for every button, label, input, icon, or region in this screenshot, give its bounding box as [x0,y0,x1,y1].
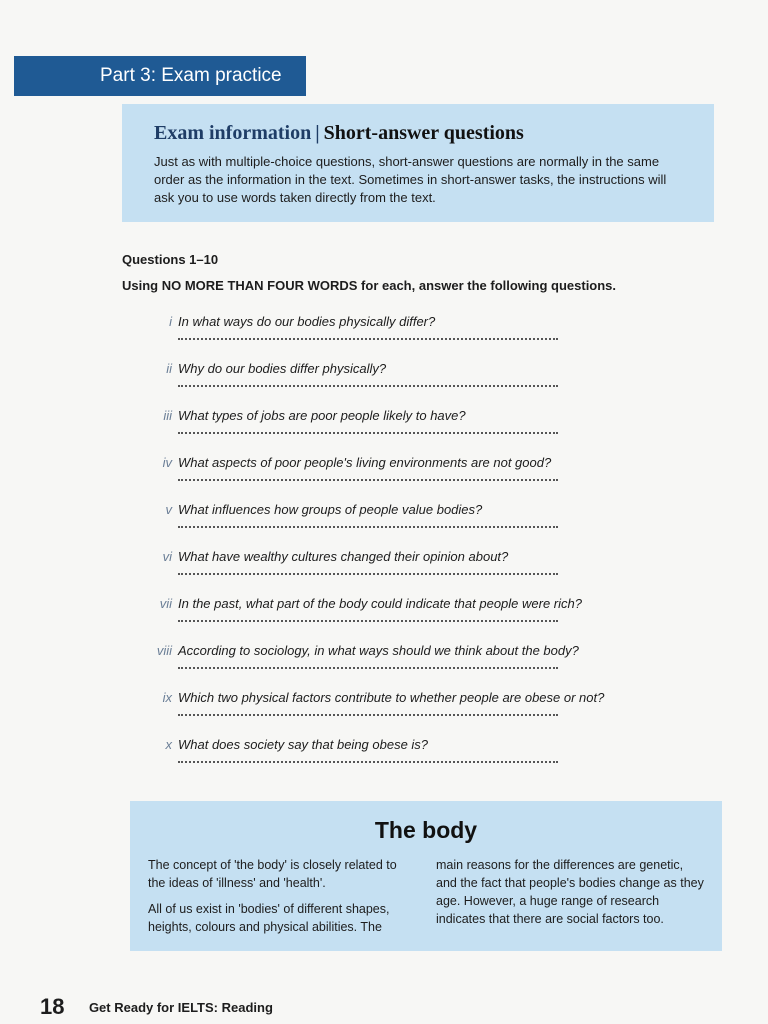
passage-paragraph: main reasons for the differences are genetic, and the fact that people's bodies change as they age. However, a huge range of research indicates that there are social factors too. [436,858,704,926]
question-number: iv [162,455,172,470]
question-item [150,357,570,404]
answer-line[interactable] [178,667,558,669]
question-text: Which two physical factors contribute to whether people are obese or not? [178,690,605,705]
question-text: According to sociology, in what ways should we think about the body? [178,643,579,658]
passage-paragraph: The concept of 'the body' is closely related to the ideas of 'illness' and 'health'. [148,858,397,890]
passage-paragraph: All of us exist in 'bodies' of different shapes, heights, colours and physical abilities. The [148,902,390,934]
question-text: What influences how groups of people value bodies? [178,502,483,517]
question-number: v [165,502,172,517]
section-title: Part 3: Exam practice [100,65,282,86]
reading-passage-box [130,801,722,951]
questions-instruction: Using NO MORE THAN FOUR WORDS for each, answer the following questions. [122,278,617,293]
question-item [150,733,570,780]
question-item [150,310,570,357]
passage-columns [148,856,704,944]
answer-line[interactable] [178,432,558,434]
answer-line[interactable] [178,573,558,575]
question-text: What types of jobs are poor people likely to have? [178,408,466,423]
answer-line[interactable] [178,526,558,528]
question-number: x [165,737,172,752]
question-number: i [169,314,172,329]
answer-line[interactable] [178,338,558,340]
question-item [150,686,605,733]
page-footer [40,994,273,1020]
question-text: What have wealthy cultures changed their opinion about? [178,549,509,564]
question-number: vii [159,596,172,611]
section-banner [14,56,306,96]
exam-info-heading [154,122,682,145]
question-item [150,404,570,451]
answer-line[interactable] [178,479,558,481]
heading-separator: | [315,122,320,144]
exam-info-box [122,104,714,222]
question-item [150,451,570,498]
passage-column-right [436,856,704,944]
answer-line[interactable] [178,761,558,763]
answer-line[interactable] [178,385,558,387]
question-number: vi [162,549,172,564]
question-text: In what ways do our bodies physically differ? [178,314,436,329]
answer-line[interactable] [178,620,558,622]
question-item [150,498,570,545]
book-title: Get Ready for IELTS: Reading [88,999,273,1015]
question-text: What does society say that being obese is? [178,737,429,752]
questions-range: Questions 1–10 [122,252,219,267]
question-text: What aspects of poor people's living environments are not good? [178,455,552,470]
question-number: ix [162,690,172,705]
page-number: 18 [40,994,65,1019]
exam-info-title: Exam information [154,122,312,144]
question-number: viii [156,643,172,658]
question-number: ii [166,361,172,376]
question-item [150,545,570,592]
exam-info-text: Just as with multiple-choice questions, short-answer questions are normally in the same order as the information in the text. Sometimes in short-answer tasks, the instructions will ask you to use words taken directly from the text. [154,154,667,205]
question-number: iii [163,408,172,423]
answer-line[interactable] [178,714,558,716]
question-list [150,310,605,780]
question-text: In the past, what part of the body could indicate that people were rich? [178,596,582,611]
exam-info-subtitle: Short-answer questions [323,122,524,144]
passage-title: The body [374,817,478,843]
question-item [150,592,582,639]
question-text: Why do our bodies differ physically? [178,361,387,376]
question-item [150,639,579,686]
passage-column-left [148,856,416,944]
